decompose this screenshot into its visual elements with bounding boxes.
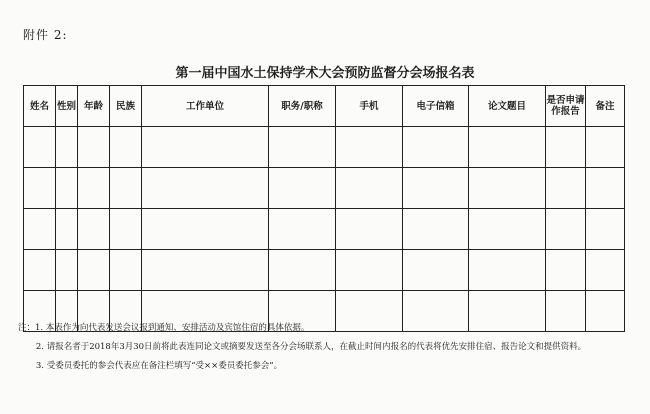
col-header-remarks: 备注 — [586, 86, 625, 127]
table-cell[interactable] — [24, 250, 56, 291]
table-row — [24, 168, 625, 209]
table-cell[interactable] — [403, 209, 469, 250]
col-header-report-request: 是否申请作报告 — [546, 86, 586, 127]
col-header-gender: 性别 — [56, 86, 78, 127]
col-header-paper-title: 论文题目 — [469, 86, 546, 127]
table-cell[interactable] — [469, 168, 546, 209]
table-cell[interactable] — [586, 127, 625, 168]
col-header-name: 姓名 — [24, 86, 56, 127]
table-cell[interactable] — [403, 168, 469, 209]
table-cell[interactable] — [78, 250, 110, 291]
table-cell[interactable] — [78, 209, 110, 250]
form-title: 第一届中国水土保持学术大会预防监督分会场报名表 — [175, 66, 475, 81]
notes-prefix: 注： — [18, 323, 36, 333]
note-text: 受委员委托的参会代表应在备注栏填写“受××委员委托参会”。 — [46, 361, 283, 371]
table-cell[interactable] — [469, 127, 546, 168]
table-row — [24, 209, 625, 250]
table-cell[interactable] — [469, 209, 546, 250]
table-cell[interactable] — [586, 168, 625, 209]
note-number: 1. — [35, 323, 44, 333]
table-cell[interactable] — [336, 127, 403, 168]
table-cell[interactable] — [469, 250, 546, 291]
note-number: 3. — [35, 361, 44, 371]
table-cell[interactable] — [110, 168, 142, 209]
table-cell[interactable] — [24, 209, 56, 250]
table-cell[interactable] — [110, 250, 142, 291]
note-item — [18, 322, 638, 335]
note-item — [18, 341, 638, 354]
table-cell[interactable] — [546, 250, 586, 291]
col-header-email: 电子信箱 — [403, 86, 469, 127]
table-cell[interactable] — [269, 168, 336, 209]
table-cell[interactable] — [56, 127, 78, 168]
table-cell[interactable] — [269, 209, 336, 250]
notes-section — [18, 322, 638, 379]
table-cell[interactable] — [336, 168, 403, 209]
table-row — [24, 127, 625, 168]
col-header-mobile: 手机 — [336, 86, 403, 127]
table-cell[interactable] — [56, 168, 78, 209]
note-number: 2. — [35, 342, 44, 352]
note-item — [18, 360, 638, 373]
table-row — [24, 250, 625, 291]
table-cell[interactable] — [78, 168, 110, 209]
table-cell[interactable] — [586, 250, 625, 291]
table-cell[interactable] — [336, 250, 403, 291]
table-cell[interactable] — [24, 168, 56, 209]
table-cell[interactable] — [546, 209, 586, 250]
table-cell[interactable] — [142, 209, 269, 250]
table-cell[interactable] — [56, 209, 78, 250]
table-cell[interactable] — [110, 127, 142, 168]
table-cell[interactable] — [336, 209, 403, 250]
table-cell[interactable] — [24, 127, 56, 168]
table-cell[interactable] — [142, 250, 269, 291]
col-header-workplace: 工作单位 — [142, 86, 269, 127]
table-cell[interactable] — [142, 168, 269, 209]
table-cell[interactable] — [56, 250, 78, 291]
table-cell[interactable] — [142, 127, 269, 168]
note-text: 本表作为向代表发送会议报到通知、安排活动及宾馆住宿的具体依据。 — [45, 323, 310, 333]
col-header-age: 年龄 — [78, 86, 110, 127]
attachment-label: 附件 2: — [23, 28, 68, 42]
note-text: 请报名者于2018年3月30日前将此表连同论文或摘要发送至各分会场联系人，在截止时间内报名的代表将优先安排住宿、报告论文和提供资料。 — [46, 342, 587, 352]
table-cell[interactable] — [269, 127, 336, 168]
registration-table — [23, 85, 625, 332]
table-cell[interactable] — [586, 209, 625, 250]
table-cell[interactable] — [546, 168, 586, 209]
table-cell[interactable] — [110, 209, 142, 250]
table-cell[interactable] — [546, 127, 586, 168]
table-cell[interactable] — [403, 127, 469, 168]
col-header-position: 职务/职称 — [269, 86, 336, 127]
table-cell[interactable] — [269, 250, 336, 291]
col-header-ethnicity: 民族 — [110, 86, 142, 127]
header-row — [24, 86, 625, 127]
table-cell[interactable] — [78, 127, 110, 168]
table-cell[interactable] — [403, 250, 469, 291]
